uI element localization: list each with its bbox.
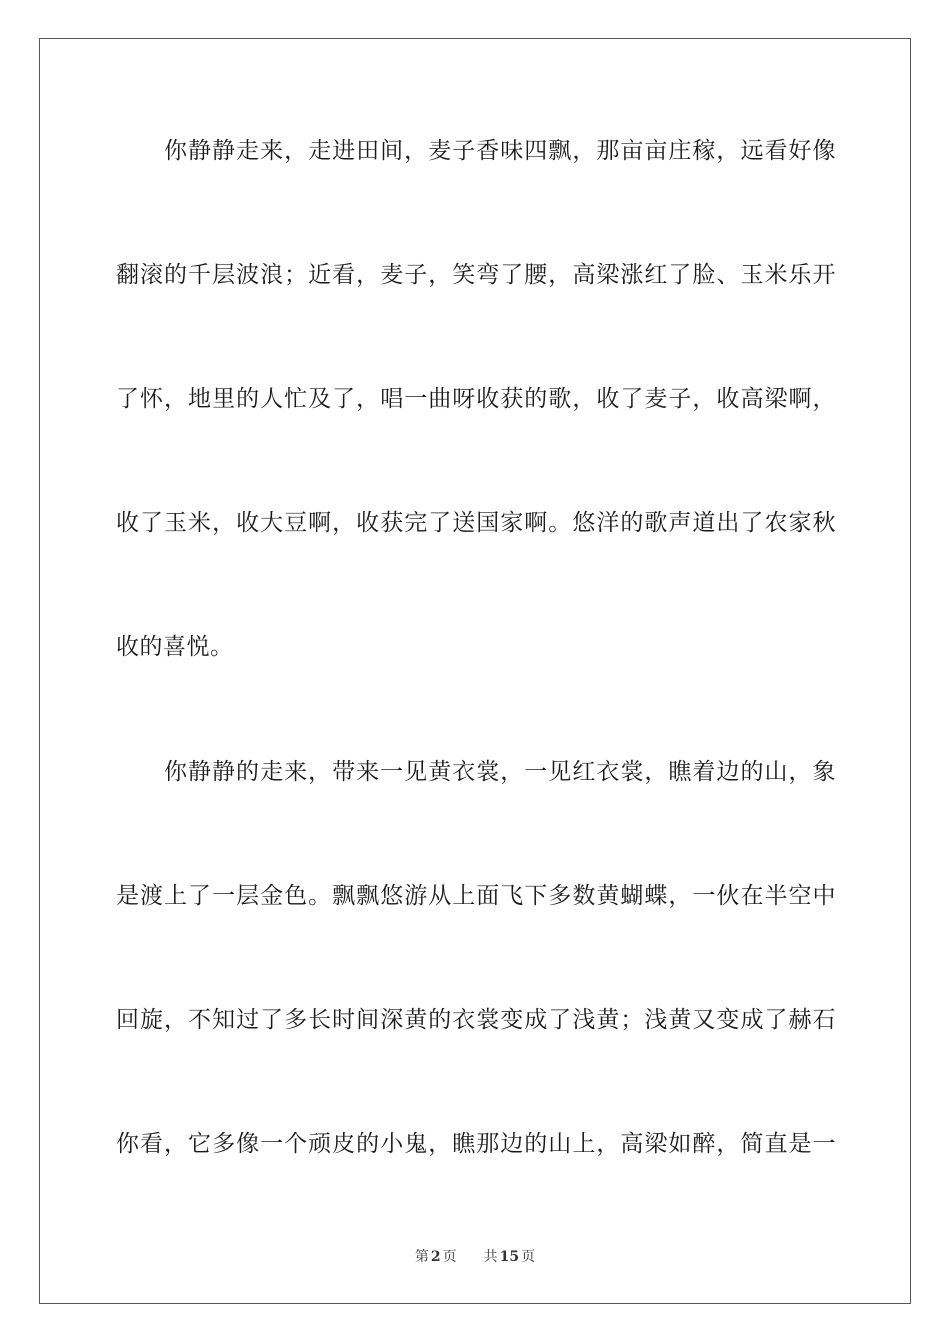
page-prefix: 第 (414, 1249, 429, 1265)
page-suffix: 页 (442, 1249, 457, 1265)
paragraph-1-line-4: 收了玉米，收大豆啊，收获完了送国家啊。悠洋的歌声道出了农家秋 (116, 510, 836, 536)
paragraph-2-line-3: 回旋，不知过了多长时间深黄的衣裳变成了浅黄；浅黄又变成了赫石 (116, 1007, 836, 1033)
total-pages-number: 15 (499, 1249, 520, 1265)
page-frame (39, 38, 911, 1304)
page-footer (0, 1246, 950, 1266)
paragraph-1-line-2: 翻滚的千层波浪；近看，麦子，笑弯了腰，高梁涨红了脸、玉米乐开 (116, 262, 836, 288)
paragraph-1-line-5: 收的喜悦。 (116, 634, 234, 660)
paragraph-1-line-1: 你静静走来，走进田间，麦子香味四飘，那亩亩庄稼，远看好像 (164, 138, 836, 164)
paragraph-2-line-4: 你看，它多像一个顽皮的小鬼，瞧那边的山上，高梁如醉，简直是一 (116, 1131, 836, 1157)
current-page-number: 2 (430, 1249, 441, 1265)
paragraph-2-line-1: 你静静的走来，带来一见黄衣裳，一见红衣裳，瞧着边的山，象 (164, 759, 836, 785)
total-suffix: 页 (521, 1249, 536, 1265)
total-prefix: 共 (483, 1249, 498, 1265)
paragraph-2-line-2: 是渡上了一层金色。飘飘悠游从上面飞下多数黄蝴蝶，一伙在半空中 (116, 883, 836, 909)
paragraph-1-line-3: 了怀，地里的人忙及了，唱一曲呀收获的歌，收了麦子，收高梁啊， (116, 386, 836, 412)
